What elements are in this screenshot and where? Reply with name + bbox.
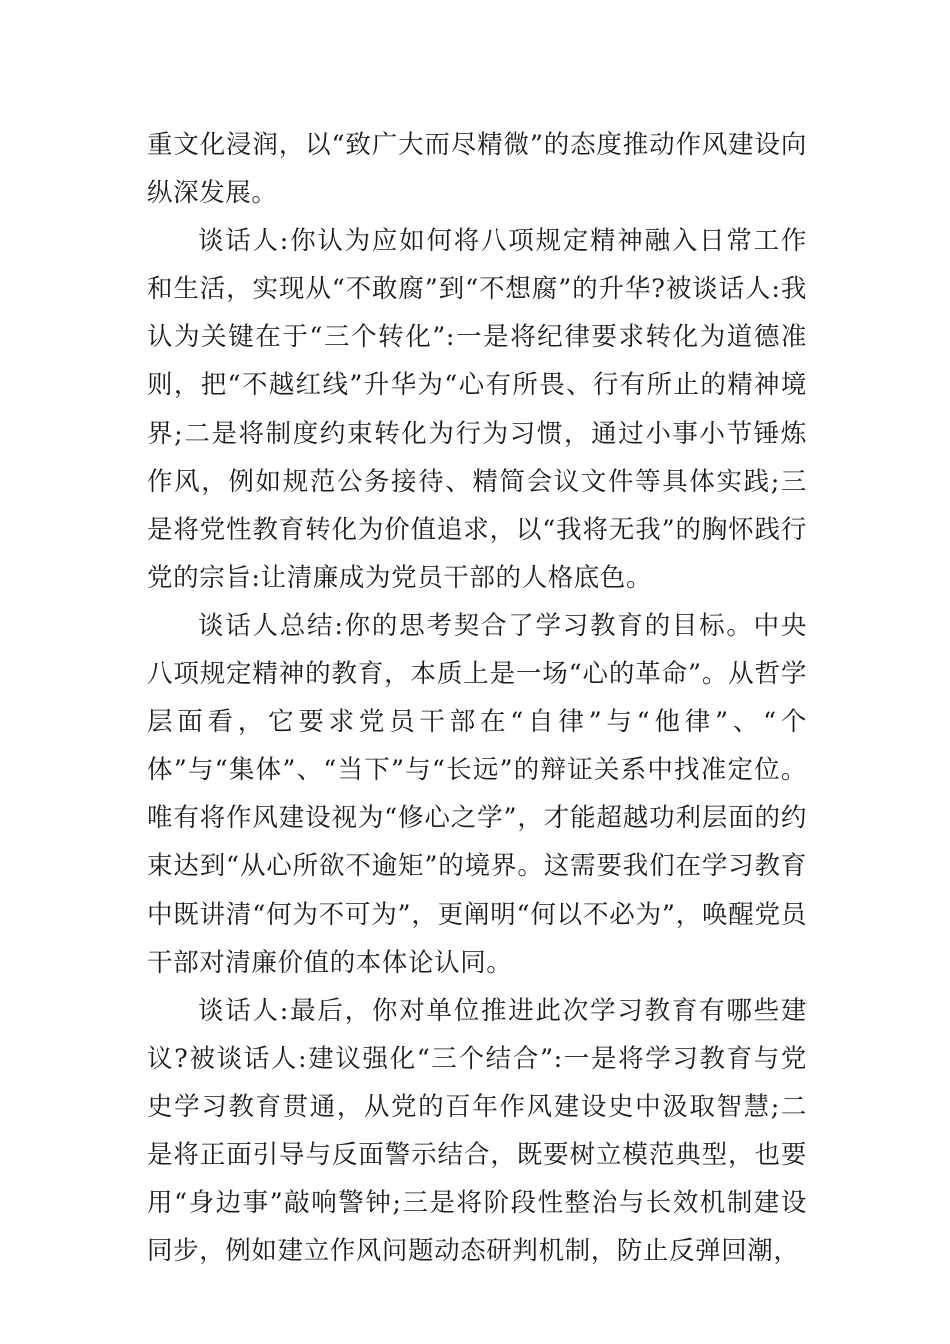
paragraph-summary: 谈话人总结:你的思考契合了学习教育的目标。中央八项规定精神的教育，本质上是一场“心的革命”。从哲学层面看，它要求党员干部在“自律”与“他律”、“个体”与“集体”、“当下”与“长远”的辩证关系中找准定位。唯有将作风建设视为“修心之学”，才能超越功利层面的约束达到“从心所欲不逾矩”的境界。这需要我们在学习教育中既讲清“何为不可为”，更阐明“何以不必为”，唤醒党员干部对清廉价值的本体论认同。: [147, 610, 807, 978]
paragraph-continuation: 重文化浸润，以“致广大而尽精微”的态度推动作风建设向纵深发展。: [147, 130, 807, 209]
paragraph-question-integration: 谈话人:你认为应如何将八项规定精神融入日常工作和生活，实现从“不敢腐”到“不想腐”的升华?被谈话人:我认为关键在于“三个转化”:一是将纪律要求转化为道德准则，把“不越红线”升华为“心有所畏、行有所止的精神境界;二是将制度约束转化为行为习惯，通过小事小节锤炼作风，例如规范公务接待、精简会议文件等具体实践;三是将党性教育转化为价值追求，以“我将无我”的胸怀践行党的宗旨:让清廉成为党员干部的人格底色。: [147, 226, 807, 593]
paragraph-question-suggestions: 谈话人:最后，你对单位推进此次学习教育有哪些建议?被谈话人:建议强化“三个结合”:一是将学习教育与党史学习教育贯通，从党的百年作风建设史中汲取智慧;二是将正面引导与反面警示结合，既要树立模范典型，也要用“身边事”敲响警钟;三是将阶段性整治与长效机制建设同步，例如建立作风问题动态研判机制，防止反弹回潮，: [147, 995, 807, 1267]
document-body: [147, 121, 807, 1275]
